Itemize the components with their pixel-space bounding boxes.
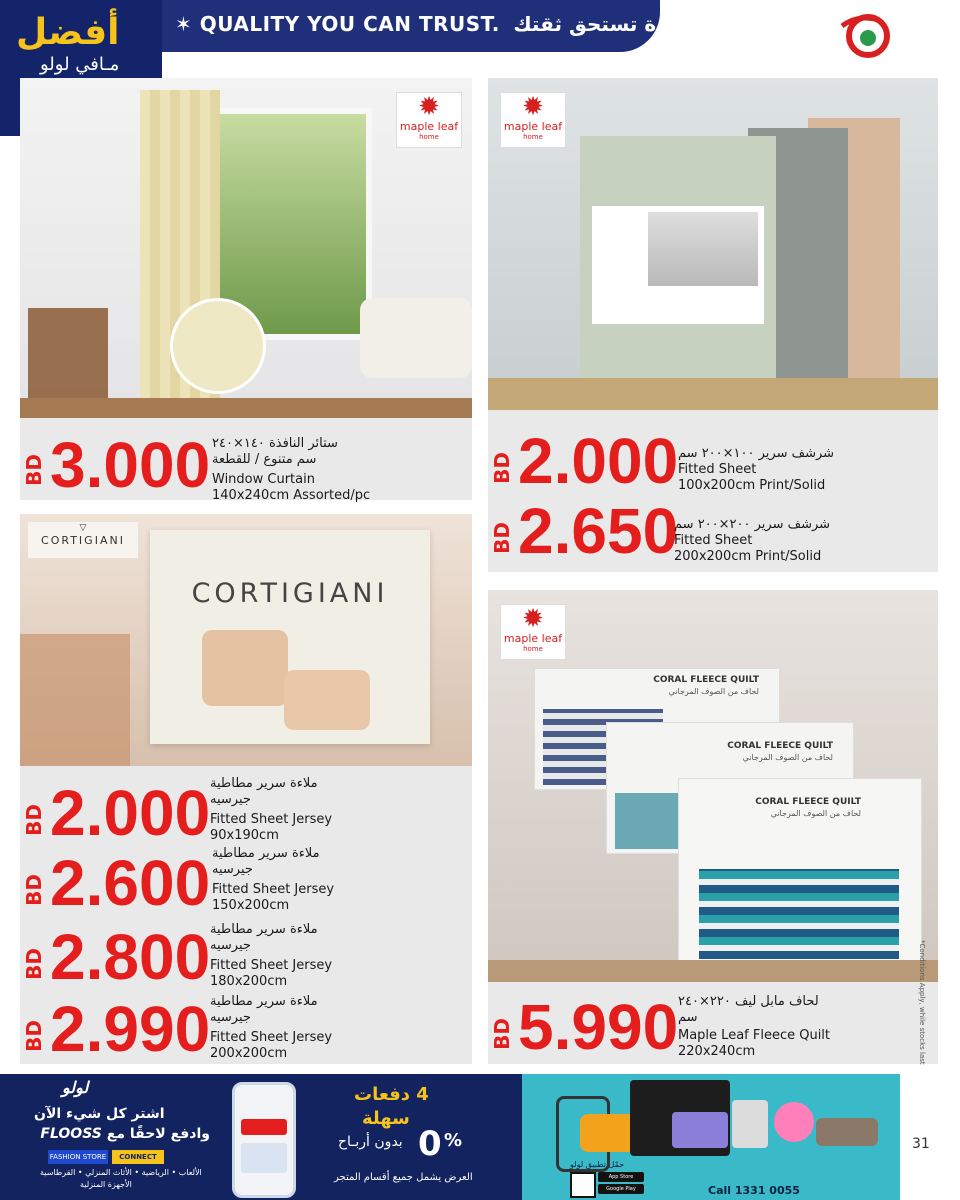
currency-label: BD	[21, 874, 46, 906]
desc-jersey-180: ملاءة سرير مطاطية جيرسيه Fitted Sheet Jersey 180x200cm	[210, 922, 333, 989]
connect-badge: CONNECT	[112, 1150, 164, 1164]
desc-jersey-200: ملاءة سرير مطاطية جيرسيه Fitted Sheet Jersey 200x200cm	[210, 994, 333, 1061]
desc-fleece-quilt: لحاف مابل ليف ٢٢٠×٢٤٠ سم Maple Leaf Fleece Quilt 220x240cm	[678, 994, 831, 1059]
quilt-box-3: CORAL FLEECE QUILT لحاف من الصوف المرجاني	[678, 778, 922, 970]
flooss-promo-banner[interactable]: لولو اشتر كل شيء الآن وادفع لاحقًا مع FLOOSS FASHION STORE CONNECT الألعاب • الرياضية • الأثاث المنزلي • القرطاسية الأجهزة المنزلية 4 دفعات سهلة بدون أربـاح 0 % العرض يشمل جميع أقسام المتجر	[0, 1074, 522, 1200]
qr-code-icon	[570, 1172, 596, 1198]
maple-leaf-icon: ✹	[418, 92, 440, 122]
best-ar: أفضل	[16, 12, 120, 53]
desc-jersey-150: ملاءة سرير مطاطية جيرسيه Fitted Sheet Jersey 150x200cm	[212, 846, 335, 913]
toy	[774, 1102, 814, 1142]
header-tagline	[175, 12, 717, 36]
price-jersey-200: 2.990	[50, 993, 211, 1065]
pay-later-line: وادفع لاحقًا مع FLOOSS	[40, 1126, 210, 1142]
package-label	[592, 206, 764, 324]
maple-leaf-brand-logo: ✹ maple leaf home	[500, 92, 566, 148]
fashion-store-badge: FASHION STORE	[48, 1150, 108, 1164]
phone-mockup	[232, 1082, 296, 1198]
cortigiani-brand-logo: ▽ CORTIGIANI	[28, 522, 138, 558]
currency-label: BD	[489, 1018, 514, 1050]
zero-percent: 0	[418, 1124, 442, 1164]
quilt-box-1: CORAL FLEECE QUILT لحاف من الصوف المرجاني	[534, 668, 780, 790]
currency-label: BD	[21, 454, 46, 486]
sofa	[816, 1118, 878, 1146]
google-play-badge[interactable]: Google Play	[598, 1184, 644, 1194]
desc-window-curtain: ستائر النافذة ١٤٠×٢٤٠ سم متنوع / للقطعة Window Curtain 140x240cm Assorted/pc	[212, 436, 371, 503]
wall-art	[20, 634, 130, 766]
currency-label: BD	[21, 948, 46, 980]
triangle-icon: ▽	[79, 523, 87, 533]
washer	[732, 1100, 768, 1148]
price-window-curtain: 3.000	[50, 429, 211, 501]
price-jersey-90: 2.000	[50, 777, 211, 849]
price-fleece-quilt: 5.990	[518, 991, 679, 1063]
lulu-wordmark: لولو	[62, 1078, 89, 1097]
price-jersey-150: 2.600	[50, 847, 211, 919]
currency-label: BD	[489, 522, 514, 554]
price-jersey-180: 2.800	[50, 921, 211, 993]
quilt-box-2: CORAL FLEECE QUILT لحاف من الصوف المرجاني	[606, 722, 854, 854]
call-number: Call 1331 0055	[708, 1184, 800, 1197]
table-surface	[488, 378, 938, 410]
page-number: 31	[912, 1136, 930, 1152]
side-table	[28, 308, 108, 398]
maple-leaf-brand-logo: ✹ maple leaf home	[396, 92, 462, 148]
tagline-en: QUALITY YOU CAN TRUST.	[199, 12, 500, 36]
currency-label: BD	[21, 804, 46, 836]
price-fitted-sheet-100: 2.000	[518, 425, 679, 497]
laptop	[672, 1112, 728, 1148]
app-store-badge[interactable]: App Store	[598, 1172, 644, 1182]
star-icon: ✶	[175, 12, 200, 36]
fabric-zoom	[170, 298, 266, 394]
package-mint	[580, 136, 776, 398]
maple-leaf-icon: ✹	[522, 604, 544, 634]
floor	[20, 398, 472, 418]
maple-leaf-brand-logo: ✹ maple leaf home	[500, 604, 566, 660]
sofa	[360, 298, 472, 378]
lulu-logo-icon	[838, 12, 894, 58]
desc-jersey-90: ملاءة سرير مطاطية جيرسيه Fitted Sheet Jersey 90x190cm	[210, 776, 333, 843]
maple-leaf-icon: ✹	[522, 92, 544, 122]
conditions-note: *Conditions Apply, while stocks last	[918, 940, 926, 1065]
star-icon: ✶	[693, 12, 718, 36]
cortigiani-package: CORTIGIANI	[150, 530, 430, 744]
price-fitted-sheet-200: 2.650	[518, 495, 679, 567]
floor	[488, 960, 938, 982]
currency-label: BD	[21, 1020, 46, 1052]
currency-label: BD	[489, 452, 514, 484]
lulu-app-banner[interactable]: حمّل تطبيق لولو App Store Google Play Call 1331 0055	[522, 1074, 900, 1200]
tagline-ar: جودة تستحق ثقتك	[513, 12, 694, 36]
best-ar-2: مـافي لولو	[40, 54, 120, 75]
desc-fitted-sheet-200: شرشف سرير ٢٠٠×٢٠٠ سم Fitted Sheet 200x200cm Print/Solid	[674, 517, 831, 564]
desc-fitted-sheet-100: شرشف سرير ١٠٠×٢٠٠ سم Fitted Sheet 100x200cm Print/Solid	[678, 446, 835, 493]
